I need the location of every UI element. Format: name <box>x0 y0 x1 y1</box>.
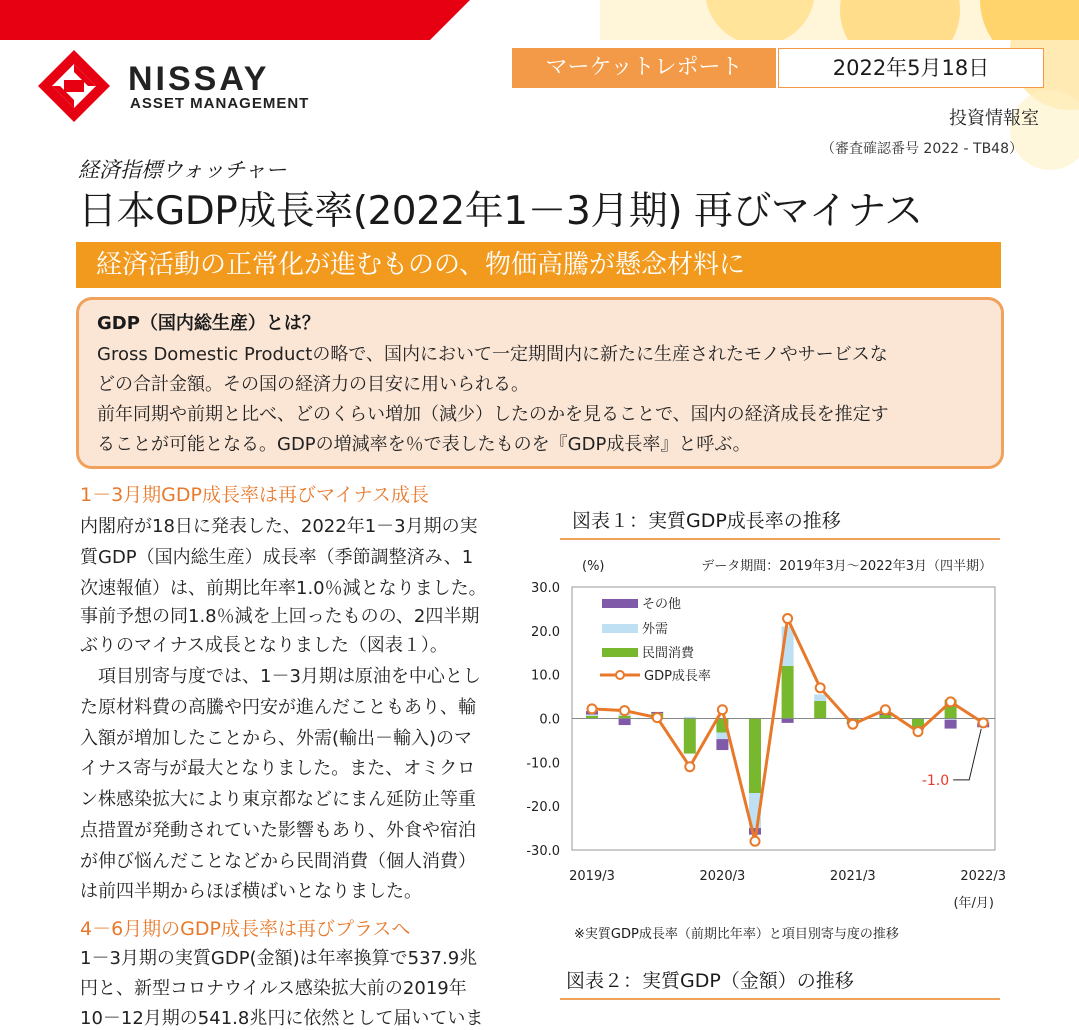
body-line: 10－12月期の541.8兆円に依然として届いていま <box>80 1008 484 1029</box>
definition-line: どの合計金額。その国の経済力の目安に用いられる。 <box>97 374 529 395</box>
bar-external <box>814 694 826 701</box>
definition-title: GDP（国内総生産）とは？ <box>97 313 320 334</box>
body-line: 内閣府が18日に発表した、2022年1－3月期の実 <box>80 516 478 537</box>
gdp-point <box>979 718 988 727</box>
brand-name: NISSAY <box>128 60 270 98</box>
series-name: 経済指標ウォッチャー <box>78 158 287 182</box>
figure1-note: ※実質GDP成長率（前期比年率）と項目別寄与度の推移 <box>574 927 899 942</box>
legend-swatch-other <box>602 599 638 608</box>
annotation-leader <box>953 729 981 780</box>
gdp-point <box>653 713 662 722</box>
figure2-title: 図表２：実質GDP（金額）の推移 <box>566 970 854 992</box>
legend-swatch-external <box>602 624 638 633</box>
y-tick-label: 30.0 <box>531 581 560 596</box>
review-number: （審査確認番号 2022 - TB48） <box>820 141 1023 157</box>
gdp-point <box>718 705 727 714</box>
definition-line: ることが可能となる。GDPの増減率を％で表したものを『GDP成長率』と呼ぶ。 <box>97 434 751 455</box>
page-title: 日本GDP成長率(2022年1－3月期) 再びマイナス <box>78 189 923 234</box>
figure1-title: 図表１：実質GDP成長率の推移 <box>572 510 841 532</box>
y-tick-label: 0.0 <box>539 712 560 728</box>
body-line: 点措置が発動されていた影響もあり、外食や宿泊 <box>80 820 476 841</box>
definition-line: 前年同期や前期と比べ、どのくらい増加（減少）したのかを見ることで、国内の経済成長を推定す <box>97 404 889 425</box>
body-line: ン株感染拡大により東京都などにまん延防止等重 <box>80 789 476 810</box>
body-line: ぶりのマイナス成長となりました（図表１）。 <box>80 635 448 656</box>
report-date: 2022年5月18日 <box>778 48 1044 88</box>
bar-consumption <box>814 701 826 719</box>
body-line: 質GDP（国内総生産）成長率（季節調整済み、1 <box>80 547 474 568</box>
gdp-point <box>588 704 597 713</box>
bar-other <box>619 719 631 726</box>
gdp-point <box>620 706 629 715</box>
section-heading: 4－6月期のGDP成長率は再びプラスへ <box>80 918 411 940</box>
gdp-point <box>848 720 857 729</box>
gdp-point <box>946 697 955 706</box>
body-line: 事前予想の同1.8％減を上回ったものの、2四半期 <box>80 606 480 627</box>
bar-external <box>586 715 598 716</box>
legend-marker-gdp <box>616 671 624 679</box>
figure2-rule <box>560 998 1000 1000</box>
x-tick-label: 2020/3 <box>699 869 746 884</box>
nissay-logo-icon <box>38 50 110 122</box>
section-heading: 1－3月期GDP成長率は再びマイナス成長 <box>80 484 429 506</box>
legend-swatch-consumption <box>602 648 638 657</box>
report-type-label: マーケットレポート <box>512 48 776 88</box>
gdp-point <box>685 762 694 771</box>
gdp-point <box>816 683 825 692</box>
gdp-point <box>783 614 792 623</box>
bar-other <box>716 739 728 750</box>
definition-line: Gross Domestic Productの略で、国内において一定期間内に新たに生産されたモノやサービスな <box>97 344 888 365</box>
subtitle: 経済活動の正常化が進むものの、物価高騰が懸念材料に <box>96 250 745 280</box>
body-line: た原材料費の高騰や円安が進んだこともあり、輸 <box>80 697 476 718</box>
legend <box>600 597 711 684</box>
x-axis-unit: (年/月) <box>953 896 994 911</box>
body-line: 1－3月期の実質GDP(金額)は年率換算で537.9兆 <box>80 948 478 969</box>
period-note: データ期間：2019年3月～2022年3月（四半期） <box>701 559 992 574</box>
annotation-label: -1.0 <box>921 772 950 789</box>
gdp-point <box>751 837 760 846</box>
y-tick-label: 10.0 <box>531 668 560 684</box>
figure1-rule <box>560 538 1000 540</box>
legend-label-consumption: 民間消費 <box>642 646 695 661</box>
y-tick-label: -30.0 <box>526 844 560 859</box>
bar-consumption <box>749 719 761 794</box>
bar-other <box>782 719 794 723</box>
gdp-point <box>914 727 923 736</box>
brand-subtitle: ASSET MANAGEMENT <box>130 95 310 112</box>
department-name: 投資情報室 <box>949 108 1039 129</box>
header-decoration <box>0 0 1079 40</box>
body-line: 円と、新型コロナウイルス感染拡大前の2019年 <box>80 978 467 999</box>
bar-external <box>716 733 728 740</box>
legend-label-other: その他 <box>642 597 682 612</box>
y-tick-label: 20.0 <box>531 624 560 640</box>
legend-label-gdp: GDP成長率 <box>644 669 711 684</box>
body-line: 次速報値）は、前期比年率1.0％減となりました。 <box>80 578 487 599</box>
y-tick-label: -10.0 <box>526 756 560 772</box>
body-line: 入額が増加したことから、外需(輸出－輸入)のマ <box>80 728 473 749</box>
body-line: が伸び悩んだことなどから民間消費（個人消費） <box>80 851 476 872</box>
unit-label: (%) <box>582 559 605 574</box>
bar-other <box>945 720 957 729</box>
bar-consumption <box>879 715 891 719</box>
gdp-growth-chart <box>520 550 1040 920</box>
body-line: は前四半期からほぼ横ばいとなりました。 <box>80 881 422 902</box>
body-line: 項目別寄与度では、1－3月期は原油を中心とし <box>80 666 481 687</box>
gdp-point <box>881 705 890 714</box>
bar-consumption <box>782 666 794 719</box>
x-tick-label: 2021/3 <box>829 869 876 884</box>
x-tick-label: 2022/3 <box>960 869 1007 884</box>
y-tick-label: -20.0 <box>526 800 560 816</box>
legend-label-external: 外需 <box>642 622 669 637</box>
x-tick-label: 2019/3 <box>569 869 615 884</box>
bar-consumption <box>684 719 696 754</box>
body-line: イナス寄与が最大となりました。また、オミクロ <box>80 758 476 779</box>
